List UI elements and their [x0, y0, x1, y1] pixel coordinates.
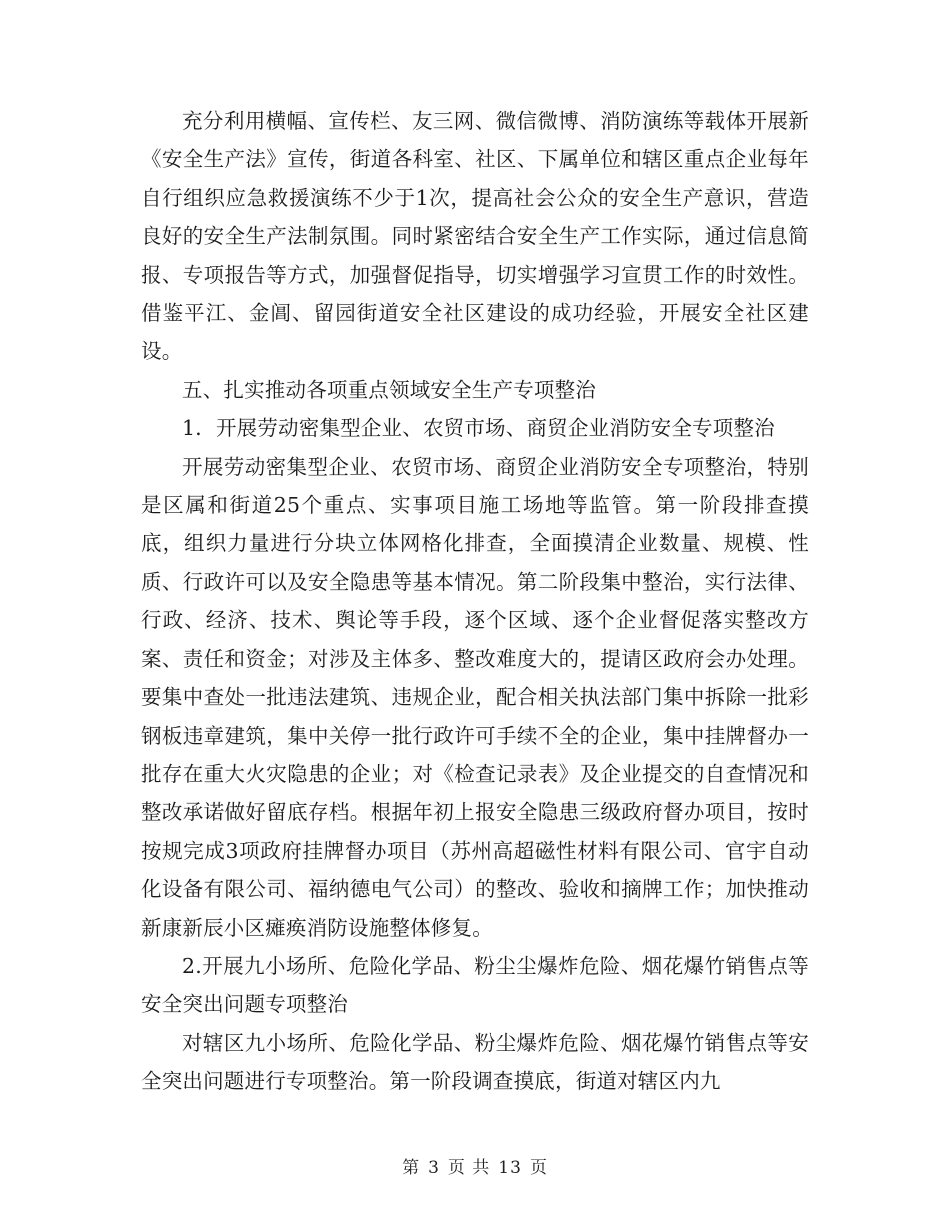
footer-total-pages: 13 [498, 1158, 522, 1178]
footer-prefix: 第 [402, 1158, 421, 1178]
section-heading-five: 五、扎实推动各项重点领域安全生产专项整治 [182, 377, 596, 402]
footer-current-page: 3 [428, 1158, 440, 1178]
subheading-one: 1．开展劳动密集型企业、农贸市场、商贸企业消防安全专项整治 [182, 416, 775, 441]
paragraph-fire-safety: 开展劳动密集型企业、农贸市场、商贸企业消防安全专项整治，特别是区属和街道25个重点、实事项目施工场地等监管。第一阶段排查摸底，组织力量进行分块立体网格化排查，全面摸清企业数量、规模、性质、行政许可以及安全隐患等基本情况。第二阶段集中整治，实行法律、行政、经济、技术、舆论等手段，逐个区域、逐个企业督促落实整改方案、责任和资金；对涉及主体多、整改难度大的，提请区政府会办处理。要集中查处一批违法建筑、违规企业，配合相关执法部门集中拆除一批彩钢板违章建筑，集中关停一批行政许可手续不全的企业，集中挂牌督办一批存在重大火灾隐患的企业；对《检查记录表》及企业提交的自查情况和整改承诺做好留底存档。根据年初上报安全隐患三级政府督办项目，按时按规完成3项政府挂牌督办项目（苏州高超磁性材料有限公司、官宇自动化设备有限公司、福纳德电气公司）的整改、验收和摘牌工作；加快推动新康新辰小区瘫痪消防设施整体修复。 [141, 454, 809, 940]
paragraph-special-rectification: 对辖区九小场所、危险化学品、粉尘爆炸危险、烟花爆竹销售点等安全突出问题进行专项整治。第一阶段调查摸底，街道对辖区内九 [141, 1030, 809, 1094]
page-footer [0, 1153, 950, 1178]
footer-suffix: 页 [529, 1158, 548, 1178]
document-body [141, 102, 809, 1101]
subheading-two: 2.开展九小场所、危险化学品、粉尘尘爆炸危险、烟花爆竹销售点等安全突出问题专项整治 [141, 953, 809, 1017]
paragraph-publicity: 充分利用横幅、宣传栏、友三网、微信微博、消防演练等载体开展新《安全生产法》宣传，街道各科室、社区、下属单位和辖区重点企业每年自行组织应急救援演练不少于1次，提高社会公众的安全生产意识，营造良好的安全生产法制氛围。同时紧密结合安全生产工作实际，通过信息简报、专项报告等方式，加强督促指导，切实增强学习宣贯工作的时效性。借鉴平江、金阊、留园街道安全社区建设的成功经验，开展安全社区建设。 [141, 109, 809, 364]
footer-middle: 页 共 [447, 1158, 491, 1178]
